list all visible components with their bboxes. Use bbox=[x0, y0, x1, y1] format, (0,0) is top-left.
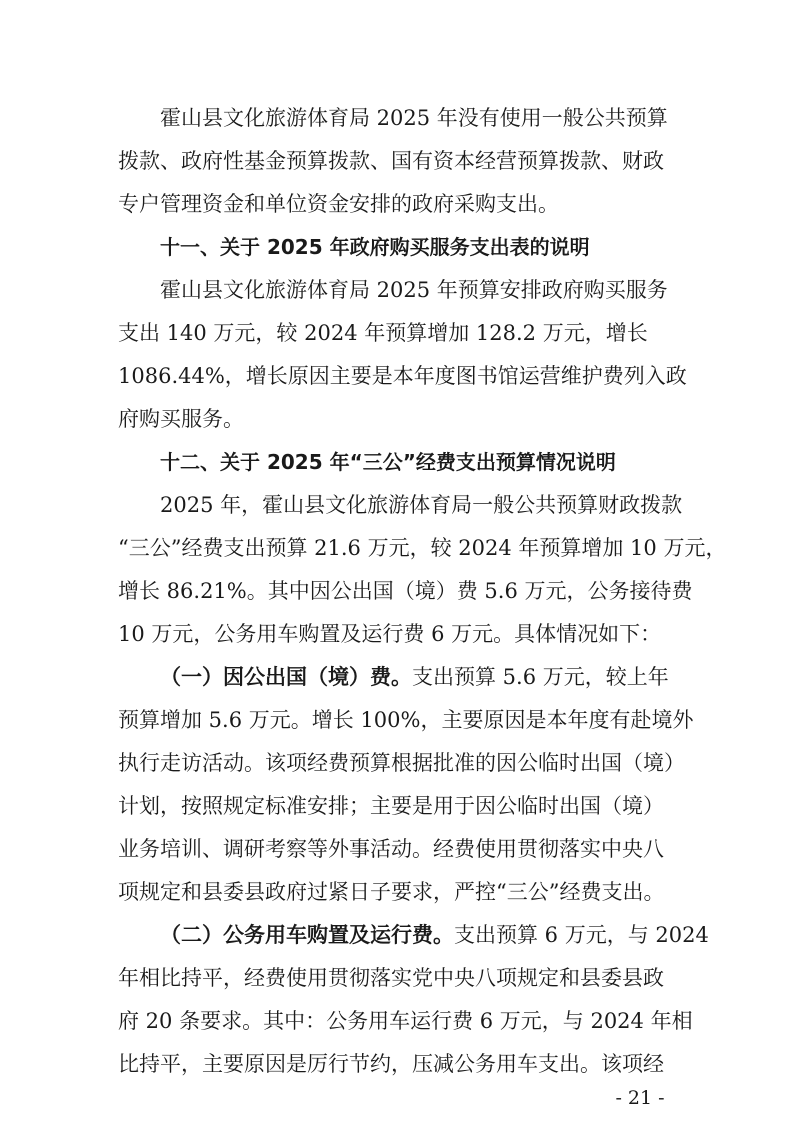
paragraph-line: 1086.44%，增长原因主要是本年度图书馆运营维护费列入政 bbox=[118, 364, 687, 388]
paragraph-line: 霍山县文化旅游体育局 2025 年预算安排政府购买服务 bbox=[160, 278, 668, 302]
paragraph-line: 拨款、政府性基金预算拨款、国有资本经营预算拨款、财政 bbox=[118, 149, 664, 173]
paragraph-line bbox=[160, 662, 678, 692]
paragraph-line: 2025 年，霍山县文化旅游体育局一般公共预算财政拨款 bbox=[160, 493, 683, 517]
paragraph-line: 年相比持平，经费使用贯彻落实党中央八项规定和县委县政 bbox=[118, 966, 664, 990]
paragraph-line: “三公”经费支出预算 21.6 万元，较 2024 年预算增加 10 万元， bbox=[118, 536, 727, 560]
paragraph-text: 支出预算 5.6 万元，较上年 bbox=[412, 665, 669, 689]
paragraph-text: 支出预算 6 万元，与 2024 bbox=[454, 923, 709, 947]
paragraph-line: 府 20 条要求。其中：公务用车运行费 6 万元，与 2024 年相 bbox=[118, 1009, 693, 1033]
paragraph-line: 业务培训、调研考察等外事活动。经费使用贯彻落实中央八 bbox=[118, 837, 664, 861]
paragraph-line: 府购买服务。 bbox=[118, 407, 244, 431]
paragraph-line: 执行走访活动。该项经费预算根据批准的因公临时出国（境） bbox=[118, 751, 685, 775]
paragraph-line: 10 万元，公务用车购置及运行费 6 万元。具体情况如下： bbox=[118, 622, 662, 646]
paragraph-line: 增长 86.21%。其中因公出国（境）费 5.6 万元，公务接待费 bbox=[118, 579, 693, 603]
paragraph-line: 专户管理资金和单位资金安排的政府采购支出。 bbox=[118, 192, 559, 216]
page-number: - 21 - bbox=[615, 1087, 665, 1109]
section-heading-11: 十一、关于 2025 年政府购买服务支出表的说明 bbox=[160, 235, 590, 259]
subsection-lead-vehicle: （二）公务用车购置及运行费。 bbox=[160, 923, 454, 947]
paragraph-line: 计划，按照规定标准安排；主要是用于因公临时出国（境） bbox=[118, 794, 664, 818]
section-heading-12: 十二、关于 2025 年“三公”经费支出预算情况说明 bbox=[160, 450, 616, 474]
paragraph-line: 支出 140 万元，较 2024 年预算增加 128.2 万元，增长 bbox=[118, 321, 648, 345]
paragraph-line: 项规定和县委县政府过紧日子要求，严控“三公”经费支出。 bbox=[118, 880, 665, 904]
paragraph-line: 霍山县文化旅游体育局 2025 年没有使用一般公共预算 bbox=[160, 106, 668, 130]
paragraph-line: 预算增加 5.6 万元。增长 100%，主要原因是本年度有赴境外 bbox=[118, 708, 694, 732]
paragraph-line bbox=[160, 920, 709, 950]
paragraph-line: 比持平，主要原因是厉行节约，压减公务用车支出。该项经 bbox=[118, 1052, 664, 1076]
subsection-lead-overseas: （一）因公出国（境）费。 bbox=[160, 665, 412, 689]
